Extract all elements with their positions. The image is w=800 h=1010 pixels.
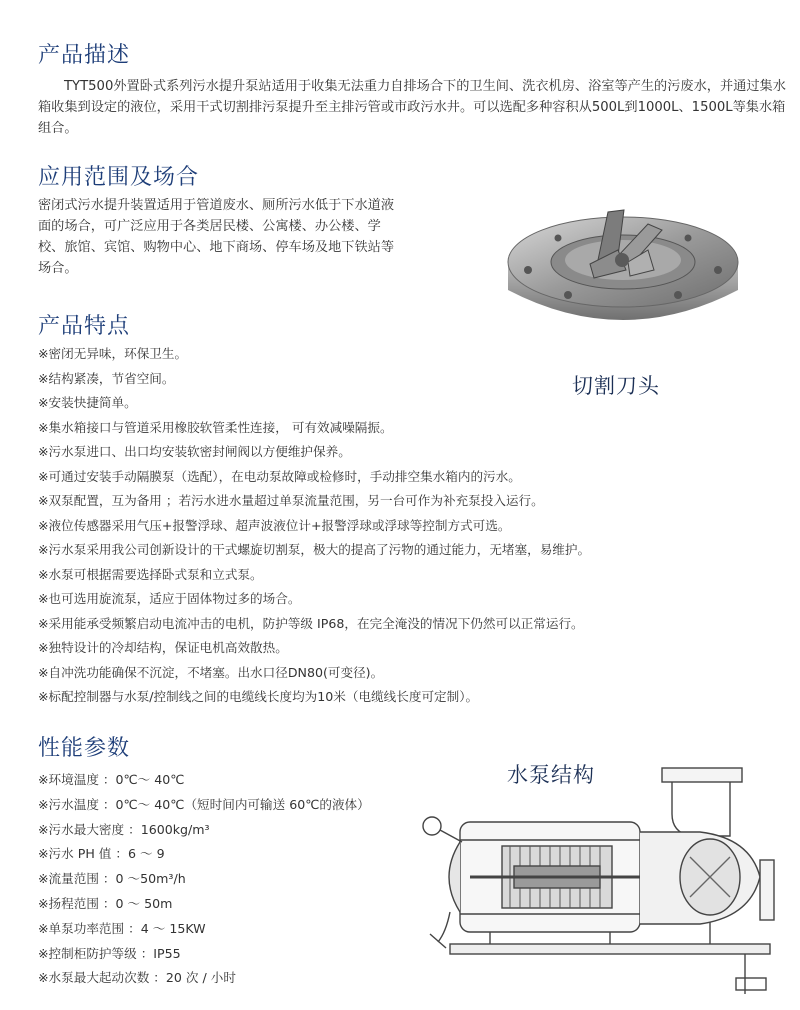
list-item: ※双泵配置，互为备用 ；若污水进水量超过单泵流量范围，另一台可作为补充泵投入运行。 bbox=[38, 493, 544, 508]
features-list bbox=[38, 342, 590, 710]
list-item: ※流量范围 ：0 ～50m³/h bbox=[38, 871, 186, 887]
list-item: ※液位传感器采用气压+报警浮球、超声波液位计+报警浮球或浮球等控制方式可选。 bbox=[38, 517, 511, 533]
cutter-head-image bbox=[498, 190, 748, 350]
list-item: ※水泵最大起动次数 ：20 次 / 小时 bbox=[38, 970, 236, 986]
cutter-head-caption: 切割刀头 bbox=[572, 374, 660, 398]
list-item: ※单泵功率范围 ：4 ～ 15KW bbox=[38, 920, 206, 936]
application-heading: 应用范围及场合 bbox=[38, 165, 200, 190]
pump-structure-caption: 水泵结构 bbox=[507, 763, 595, 787]
description-heading: 产品描述 bbox=[38, 43, 131, 68]
application-text: 密闭式污水提升装置适用于管道废水、厕所污水低于下水道液面的场合，可广泛应用于各类居民楼、公寓楼、办公楼、学校、旅馆、宾馆、购物中心、地下商场、停车场及地下铁站等场合。 bbox=[38, 198, 395, 276]
list-item: ※集水箱接口与管道采用橡胶软管柔性连接， 可有效减噪隔振。 bbox=[38, 419, 393, 435]
list-item: ※水泵可根据需要选择卧式泵和立式泵。 bbox=[38, 566, 263, 582]
list-item: ※污水泵进口、出口均安装软密封闸阀以方便维护保养。 bbox=[38, 444, 351, 459]
pump-structure-diagram bbox=[410, 762, 790, 1002]
description-text: TYT500外置卧式系列污水提升泵站适用于收集无法重力自排场合下的卫生间、洗衣机房、浴室等产生的污废水，并通过集水箱收集到设定的液位，采用干式切割排污泵提升至主排污管或市政污水井。可以选配多种容积从500L到1000L、1500L等集水箱组合。 bbox=[38, 79, 786, 136]
performance-heading: 性能参数 bbox=[38, 736, 131, 761]
list-item: ※标配控制器与水泵/控制线之间的电缆线长度均为10米（电缆线长度可定制）。 bbox=[38, 689, 479, 704]
list-item: ※污水泵采用我公司创新设计的干式螺旋切割泵，极大的提高了污物的通过能力，无堵塞，易维护。 bbox=[38, 542, 591, 557]
list-item: ※控制柜防护等级 ：IP55 bbox=[38, 945, 181, 961]
list-item: ※污水最大密度 ：1600kg/m³ bbox=[38, 821, 210, 837]
list-item: ※采用能承受频繁启动电流冲击的电机，防护等级 IP68，在完全淹没的情况下仍然可以正常运行。 bbox=[38, 615, 584, 631]
performance-list bbox=[38, 768, 370, 991]
list-item: ※扬程范围 ：0 ～ 50m bbox=[38, 895, 173, 911]
list-item: ※结构紧凑，节省空间。 bbox=[38, 370, 175, 386]
list-item: ※独特设计的冷却结构，保证电机高效散热。 bbox=[38, 640, 288, 655]
features-heading: 产品特点 bbox=[38, 314, 131, 339]
list-item: ※可通过安装手动隔膜泵（选配），在电动泵故障或检修时，手动排空集水箱内的污水。 bbox=[38, 468, 521, 484]
list-item: ※自冲洗功能确保不沉淀，不堵塞。出水口径DN80(可变径)。 bbox=[38, 664, 384, 680]
list-item: ※密闭无异味，环保卫生。 bbox=[38, 346, 188, 361]
list-item: ※污水温度 ：0℃～ 40℃（短时间内可输送 60℃的液体） bbox=[38, 796, 370, 812]
list-item: ※也可选用旋流泵，适应于固体物过多的场合。 bbox=[38, 591, 301, 606]
list-item: ※污水 PH 值 ：6 ～ 9 bbox=[38, 846, 165, 862]
list-item: ※安装快捷简单。 bbox=[38, 395, 137, 410]
list-item: ※环境温度 ：0℃～ 40℃ bbox=[38, 772, 185, 787]
